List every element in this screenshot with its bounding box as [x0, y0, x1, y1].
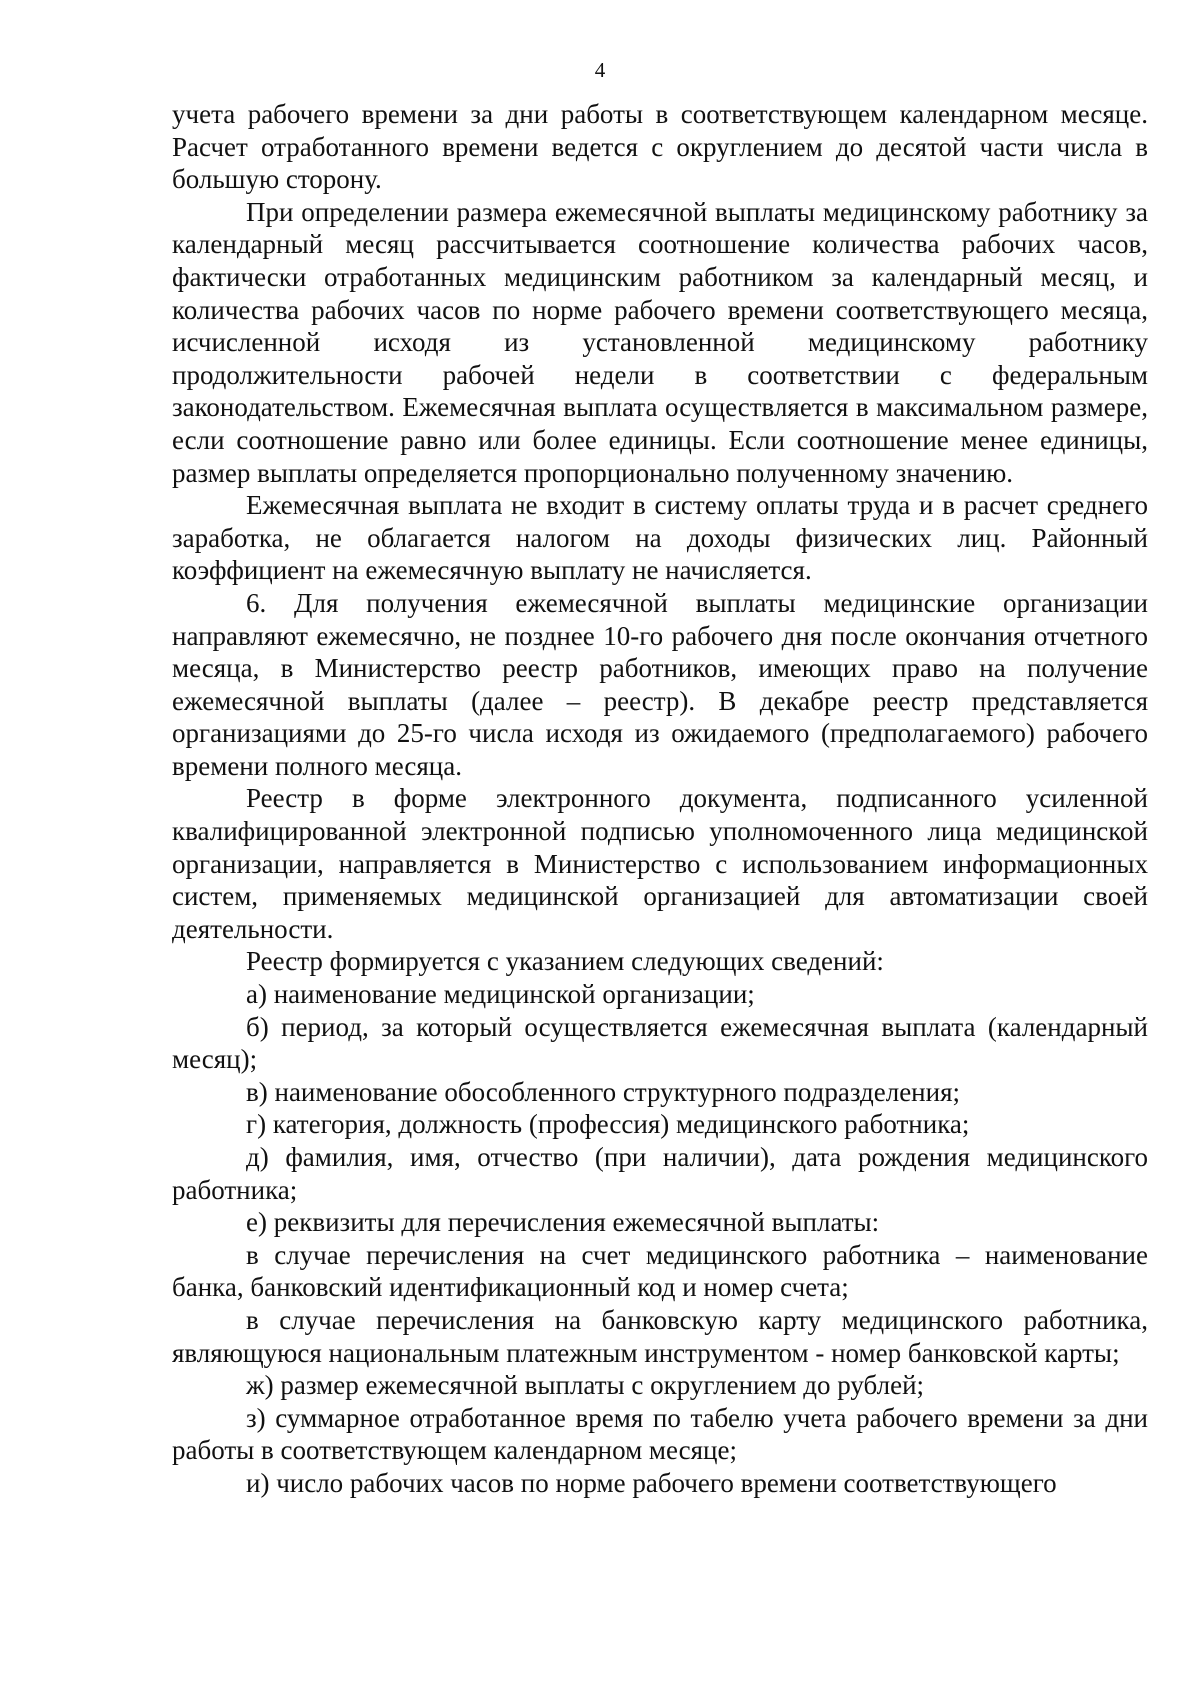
list-item: г) категория, должность (профессия) медицинского работника;	[246, 1109, 970, 1140]
list-item: ж) размер ежемесячной выплаты с округлением до рублей;	[246, 1370, 925, 1401]
list-item: б) период, за который осуществляется ежемесячная выплата (календарный месяц);	[172, 1011, 1148, 1075]
list-item: з) суммарное отработанное время по табелю учета рабочего времени за дни работы в соответствующем календарном месяце;	[172, 1402, 1148, 1466]
paragraph: учета рабочего времени за дни работы в соответствующем календарном месяце. Расчет отработанного времени ведется с округлением до десятой части числа в большую сторону.	[172, 99, 1148, 195]
list-item: в) наименование обособленного структурного подразделения;	[246, 1076, 960, 1107]
document-body	[172, 98, 1148, 1500]
page-number: 4	[594, 58, 606, 82]
list-subitem: в случае перечисления на банковскую карту медицинского работника, являющуюся национальным платежным инструментом - номер банковской карты;	[172, 1304, 1148, 1368]
paragraph: Реестр формируется с указанием следующих сведений:	[246, 946, 884, 977]
list-item: е) реквизиты для перечисления ежемесячной выплаты:	[246, 1207, 880, 1238]
list-subitem: в случае перечисления на счет медицинского работника – наименование банка, банковский идентификационный код и номер счета;	[172, 1239, 1148, 1303]
list-item: а) наименование медицинской организации;	[246, 979, 755, 1010]
list-item: д) фамилия, имя, отчество (при наличии), дата рождения медицинского работника;	[172, 1142, 1148, 1205]
paragraph: При определении размера ежемесячной выплаты медицинскому работнику за календарный месяц рассчитывается соотношение количества рабочих часов, фактически отработанных медицинским работником за календарный месяц, и количества рабочих часов по норме рабочего времени соответствующего месяца, исчисленной исходя из установленной медицинскому работнику продолжительности рабочей недели в соответствии с федеральным законодательством. Ежемесячная выплата осуществляется в максимальном размере, если соотношение равно или более единицы. Если соотношение менее единицы, размер выплаты определяется пропорционально полученному значению.	[172, 196, 1148, 488]
paragraph: Реестр в форме электронного документа, подписанного усиленной квалифицированной электронной подписью уполномоченного лица медицинской организации, направляется в Министерство с использованием информационных систем, применяемых медицинской организацией для автоматизации своей деятельности.	[172, 783, 1148, 944]
paragraph: Ежемесячная выплата не входит в систему оплаты труда и в расчет среднего заработка, не облагается налогом на доходы физических лиц. Районный коэффициент на ежемесячную выплату не начисляется.	[172, 490, 1148, 586]
paragraph: 6. Для получения ежемесячной выплаты медицинские организации направляют ежемесячно, не позднее 10-го рабочего дня после окончания отчетного месяца, в Министерство реестр работников, имеющих право на получение ежемесячной выплаты (далее – реестр). В декабре реестр представляется организациями до 25-го числа исходя из ожидаемого (предполагаемого) рабочего времени полного месяца.	[172, 587, 1148, 781]
list-item: и) число рабочих часов по норме рабочего времени соответствующего	[246, 1467, 1057, 1498]
